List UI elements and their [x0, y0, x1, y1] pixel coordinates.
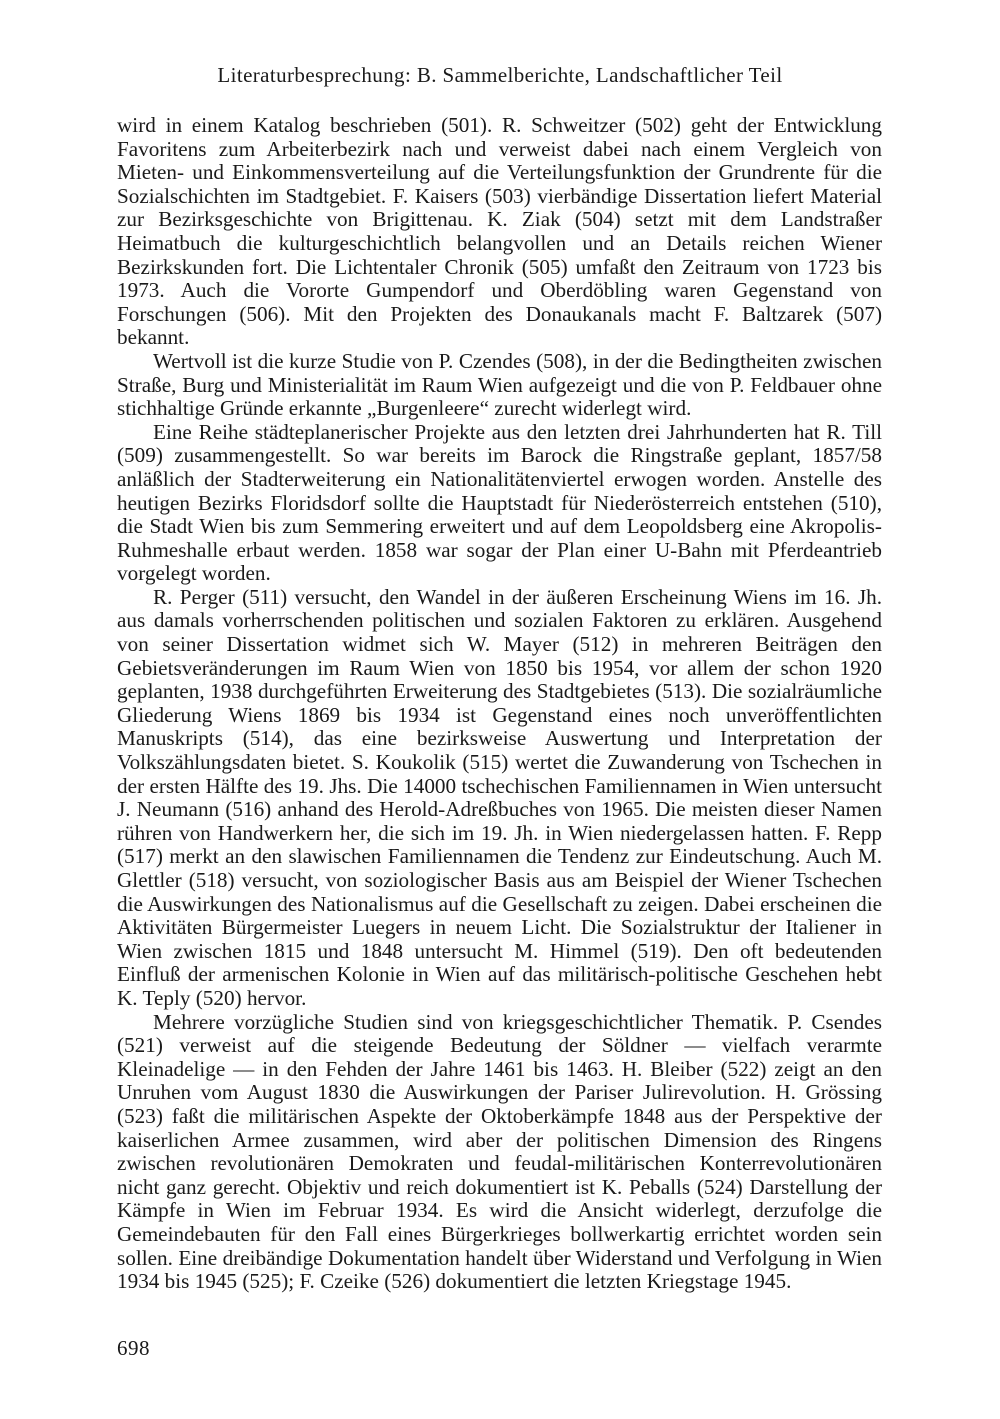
body-text — [117, 114, 882, 1294]
paragraph-4: R. Perger (511) versucht, den Wandel in der äußeren Erscheinung Wiens im 16. Jh. aus damals vorherrschenden politischen und sozialen Faktoren zu erklären. Ausgehend von seiner Dissertation widmet sich W. Mayer (512) in mehreren Beiträgen den Gebietsveränderungen im Raum Wien von 1850 bis 1954, vor allem der schon 1920 geplanten, 1938 durchgeführten Erweiterung des Stadtgebietes (513). Die sozialräumliche Gliederung Wiens 1869 bis 1934 ist Gegenstand eines noch unveröffentlichten Manuskripts (514), das eine bezirksweise Auswertung und Interpretation der Volkszählungsdaten bietet. S. Koukolik (515) wertet die Zuwanderung von Tschechen in der ersten Hälfte des 19. Jhs. Die 14000 tschechischen Familiennamen in Wien untersucht J. Neumann (516) anhand des Herold-Adreßbuches von 1965. Die meisten dieser Namen rühren von Handwerkern her, die sich im 19. Jh. in Wien niedergelassen hatten. F. Repp (517) merkt an den slawischen Familiennamen die Tendenz zur Eindeutschung. Auch M. Glettler (518) versucht, von soziologischer Basis aus am Beispiel der Wiener Tschechen die Auswirkungen des Nationalismus auf die Gesellschaft zu zeigen. Dabei erscheinen die Aktivitäten Bürgermeister Luegers in neuem Licht. Die Sozialstruktur der Italiener in Wien zwischen 1815 und 1848 untersucht M. Himmel (519). Den oft bedeutenden Einfluß der armenischen Kolonie in Wien auf das militärisch-politische Geschehen hebt K. Teply (520) hervor. — [117, 584, 882, 1010]
page-number: 698 — [117, 1336, 150, 1360]
paragraph-3: Eine Reihe städteplanerischer Projekte aus den letzten drei Jahrhunderten hat R. Till (509) zusammengestellt. So war bereits im Barock die Ringstraße geplant, 1857/58 anläßlich der Stadterweiterung ein Nationalitätenviertel erwogen worden. Anstelle des heutigen Bezirks Floridsdorf sollte die Hauptstadt für Niederösterreich entstehen (510), die Stadt Wien bis zum Semmering erweitert und auf dem Leopoldsberg eine Akropolis-Ruhmeshalle erbaut werden. 1858 war sogar der Plan einer U-Bahn mit Pferdeantrieb vorgelegt worden. — [117, 419, 882, 586]
paragraph-2: Wertvoll ist die kurze Studie von P. Czendes (508), in der die Bedingtheiten zwischen Straße, Burg und Ministerialität im Raum Wien aufgezeigt und die von P. Feldbauer ohne stichhaltige Gründe erkannte „Burgenleere“ zurecht widerlegt wird. — [117, 348, 882, 421]
paragraph-1: wird in einem Katalog beschrieben (501). R. Schweitzer (502) geht der Entwicklung Favoritens zum Arbeiterbezirk nach und verweist dabei nach einem Vergleich von Mieten- und Einkommensverteilung auf die Verteilungsfunktion der Grundrente für die Sozialschichten im Stadtgebiet. F. Kaisers (503) vierbändige Dissertation liefert Material zur Bezirksgeschichte von Brigittenau. K. Ziak (504) setzt mit dem Landstraßer Heimatbuch die kulturgeschichtlich belangvollen und an Details reichen Wiener Bezirkskunden fort. Die Lichtentaler Chronik (505) umfaßt den Zeitraum von 1723 bis 1973. Auch die Vororte Gumpendorf und Oberdöbling waren Gegenstand von Forschungen (506). Mit den Projekten des Donaukanals macht F. Baltzarek (507) bekannt. — [117, 113, 882, 350]
running-head: Literaturbesprechung: B. Sammelberichte, Landschaftlicher Teil — [217, 63, 783, 87]
paragraph-5: Mehrere vorzügliche Studien sind von kriegsgeschichtlicher Thematik. P. Csendes (521) verweist auf die steigende Bedeutung der Söldner — vielfach verarmte Kleinadelige — in den Fehden der Jahre 1461 bis 1463. H. Bleiber (522) zeigt an den Unruhen vom August 1830 die Auswirkungen der Pariser Julirevolution. H. Grössing (523) faßt die militärischen Aspekte der Oktoberkämpfe 1848 aus der Perspektive der kaiserlichen Armee zusammen, wird aber der politischen Dimension des Ringens zwischen revolutionären Demokraten und feudal-militärischen Konterrevolutionären nicht ganz gerecht. Objektiv und reich dokumentiert ist K. Peballs (524) Darstellung der Kämpfe in Wien im Februar 1934. Es wird die Ansicht widerlegt, derzufolge die Gemeindebauten für den Fall eines Bürgerkrieges bollwerkartig errichtet worden sein sollen. Eine dreibändige Dokumentation handelt über Widerstand und Verfolgung in Wien 1934 bis 1945 (525); F. Czeike (526) dokumentiert die letzten Kriegstage 1945. — [117, 1009, 882, 1294]
